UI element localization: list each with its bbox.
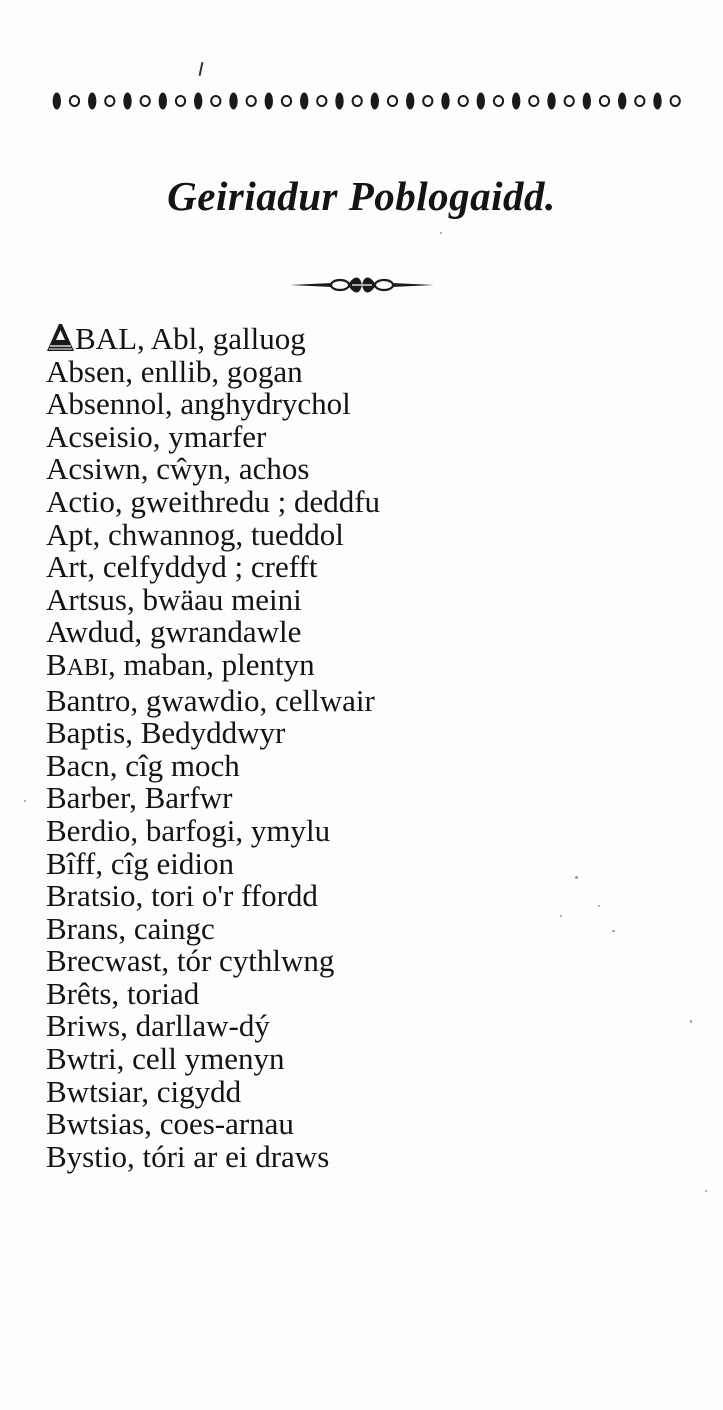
entry-definition: barfogi, ymylu: [138, 812, 331, 848]
list-item: [46, 945, 380, 978]
entry-definition: cîg moch: [117, 747, 240, 783]
entry-definition: ymarfer: [160, 418, 267, 454]
paper-speck: [24, 800, 26, 802]
entry-definition: bwäau meini: [134, 581, 302, 617]
list-item: [46, 845, 380, 881]
entry-term: Bwtsiar,: [46, 1073, 149, 1109]
entry-definition: cîg eidion: [103, 845, 234, 881]
chain-link: [159, 93, 167, 110]
entry-definition: gweithredu ; deddfu: [122, 483, 381, 519]
chain-link: [600, 96, 609, 106]
entry-definition: chwannog, tueddol: [100, 516, 344, 552]
chain-link: [441, 93, 449, 110]
entry-term: BAL,: [75, 321, 145, 356]
entry-definition: coes-arnau: [151, 1106, 294, 1142]
list-item: [46, 910, 380, 946]
list-item: [46, 975, 380, 1011]
chain-link: [176, 96, 185, 106]
paper-speck: [440, 232, 442, 234]
paper-speck: [690, 1020, 692, 1023]
entry-term: Berdio,: [46, 812, 139, 848]
chain-link: [282, 96, 291, 106]
entry-term: Actio,: [46, 483, 123, 519]
entry-term: Bantro,: [46, 682, 139, 718]
entry-term: Brans,: [46, 910, 127, 946]
list-item: [46, 880, 380, 913]
list-item: [46, 646, 380, 685]
chain-link: [618, 93, 626, 110]
entry-definition: caingc: [126, 910, 215, 946]
list-item: [46, 453, 380, 486]
list-item: [46, 1010, 380, 1043]
chain-link: [477, 93, 485, 110]
entry-term: Briws,: [46, 1008, 128, 1044]
chain-link: [529, 96, 538, 106]
list-item: [46, 717, 380, 750]
list-item: [46, 516, 380, 552]
entry-definition: tori o'r ffordd: [143, 878, 318, 914]
entry-term-small-caps: ABI: [66, 654, 109, 681]
chain-link: [547, 93, 555, 110]
list-item: [46, 581, 380, 617]
chain-link: [105, 96, 114, 106]
paper-speck: [612, 930, 615, 932]
paper-speck: [598, 905, 600, 907]
chain-link: [70, 96, 79, 106]
entry-definition: tóri ar ei draws: [134, 1138, 330, 1174]
chain-link: [388, 96, 397, 106]
list-item: [46, 483, 381, 519]
chain-link: [88, 93, 96, 110]
entry-term: Apt,: [46, 516, 101, 552]
entry-definition: cigydd: [148, 1073, 242, 1109]
chain-link: [653, 93, 661, 110]
chain-link: [141, 96, 150, 106]
list-item: [46, 1043, 380, 1076]
paper-speck: [575, 876, 578, 879]
entry-definition: tór cythlwng: [169, 943, 335, 979]
chain-link: [123, 93, 131, 110]
entry-definition: gwawdio, cellwair: [138, 682, 375, 718]
chain-link: [53, 93, 61, 110]
entry-definition: cŵyn, achos: [148, 451, 310, 487]
entry-definition: darllaw-dý: [127, 1008, 270, 1044]
entry-term: Bîff,: [46, 845, 104, 881]
entry-definition: cell ymenyn: [124, 1041, 285, 1077]
chain-link: [335, 93, 343, 110]
entry-term: Awdud,: [46, 614, 143, 650]
chain-link: [635, 96, 644, 106]
entry-definition: toriad: [119, 975, 200, 1011]
chain-link: [265, 93, 273, 110]
chain-link: [565, 96, 574, 106]
list-item: [46, 1073, 380, 1109]
page-title: Geiriadur Poblogaidd.: [167, 173, 556, 219]
chain-link: [247, 96, 256, 106]
entry-term: Artsus,: [46, 581, 135, 617]
ornamental-chain-border-icon: [48, 90, 684, 112]
list-item: [46, 812, 380, 848]
chain-link: [211, 96, 220, 106]
list-item: [46, 682, 380, 718]
chain-link: [317, 96, 326, 106]
entry-term: Absennol,: [46, 386, 173, 422]
chain-link: [371, 93, 379, 110]
entry-term: Bacn,: [46, 747, 118, 783]
chain-link: [494, 96, 503, 106]
leaf-ornament-icon: [288, 272, 436, 298]
paper-speck: [705, 1190, 707, 1192]
list-item: [46, 388, 380, 421]
entry-term: Brecwast,: [46, 943, 170, 979]
chain-link: [512, 93, 520, 110]
chain-link: [423, 96, 432, 106]
entry-term: Brêts,: [46, 975, 120, 1011]
list-item: [46, 551, 380, 584]
list-item: [46, 1138, 380, 1174]
entry-term: Art,: [46, 549, 96, 585]
entry-term: Bratsio,: [46, 878, 144, 914]
entry-definition: anghydrychol: [172, 386, 351, 422]
list-item: [46, 322, 380, 356]
list-item: [46, 616, 380, 649]
entry-definition: gwrandawle: [142, 614, 302, 650]
chain-link: [194, 93, 202, 110]
entry-definition: enllib, gogan: [132, 353, 303, 389]
list-item: [46, 1108, 380, 1141]
entry-definition: Bedyddwyr: [132, 715, 286, 751]
entry-term: Bwtri,: [46, 1041, 125, 1077]
chain-link: [300, 93, 308, 110]
dictionary-entry-list: [46, 322, 380, 1173]
entry-definition: celfyddyd ; crefft: [95, 549, 318, 585]
chain-link: [229, 93, 237, 110]
entry-term: Baptis,: [46, 715, 133, 751]
entry-definition: Abl, galluog: [144, 321, 306, 356]
decorated-initial-a-icon: [46, 322, 75, 352]
entry-term: Bwtsias,: [46, 1106, 152, 1142]
list-item: [46, 418, 380, 454]
entry-term: Absen,: [46, 353, 133, 389]
paper-speck: [560, 915, 562, 917]
entry-term-initial: B: [46, 646, 67, 682]
pen-tick-mark: [199, 62, 204, 76]
list-item: [46, 782, 380, 815]
entry-term: Bystio,: [46, 1138, 135, 1174]
chain-link: [406, 93, 414, 110]
entry-term: Acsiwn,: [46, 451, 149, 487]
chain-link: [353, 96, 362, 106]
entry-definition: Barfwr: [136, 780, 233, 816]
list-item: [46, 747, 380, 783]
list-item: [46, 353, 380, 389]
entry-term: Acseisio,: [46, 418, 161, 454]
entry-term: Barber,: [46, 780, 137, 816]
chain-link: [459, 96, 468, 106]
entry-definition: , maban, plentyn: [108, 646, 315, 682]
chain-link: [583, 93, 591, 110]
chain-link: [671, 96, 680, 106]
